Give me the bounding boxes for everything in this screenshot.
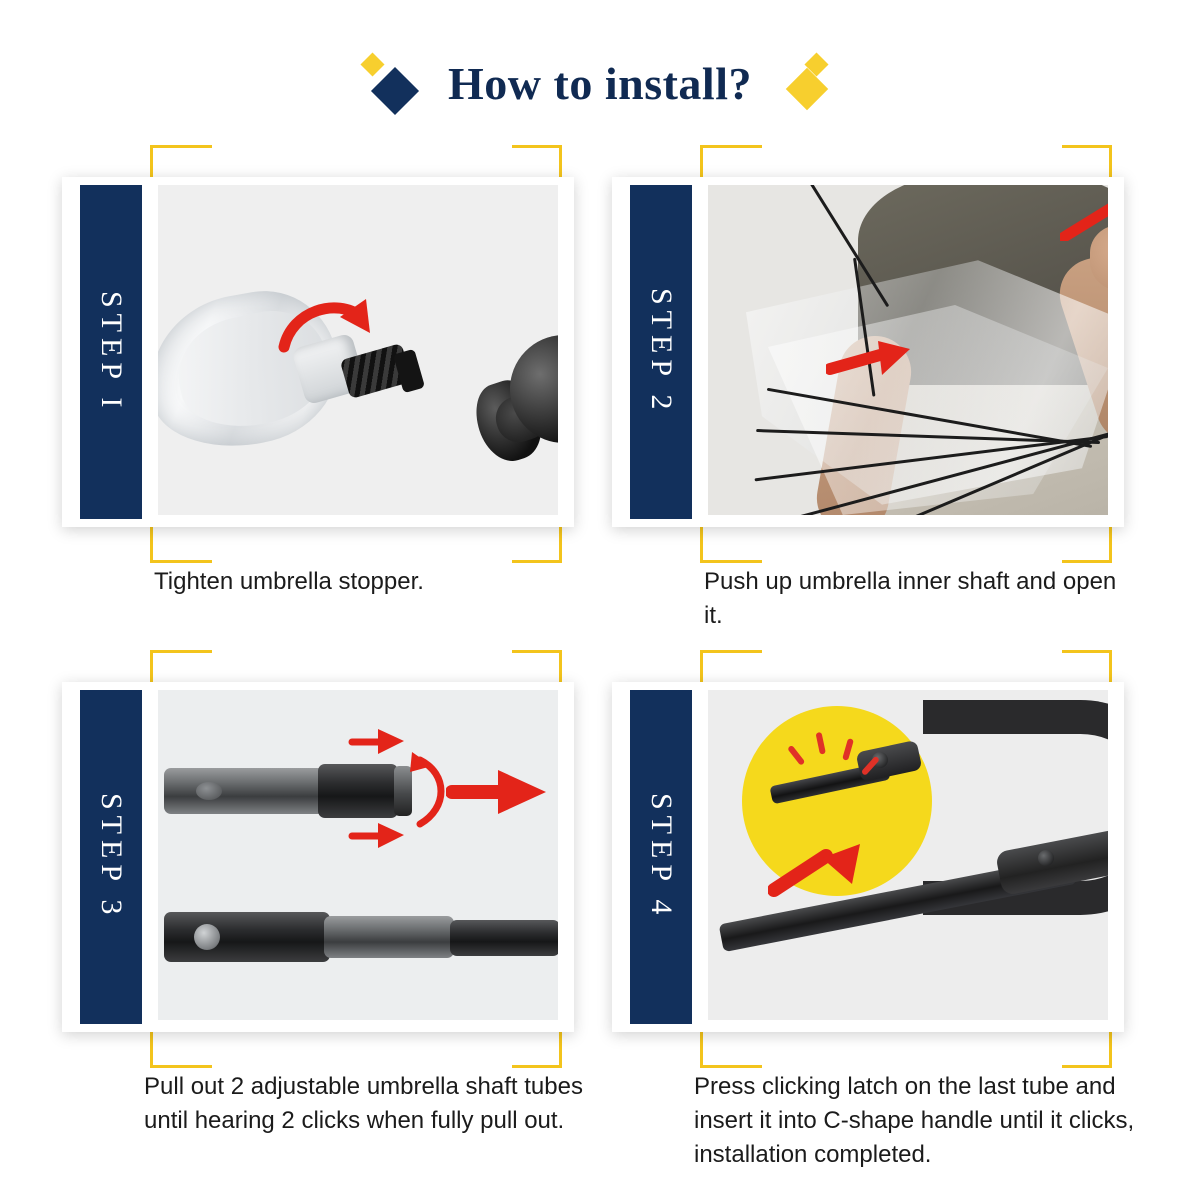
step-3-tab-label: STEP 3: [95, 793, 128, 921]
step-card-2: [612, 145, 1117, 629]
step-card-3: [62, 650, 583, 1134]
step-3-image: [158, 690, 558, 1020]
step-1-tab-label: STEP I: [95, 290, 128, 414]
step-1-image: [158, 185, 558, 515]
red-arrow-up-right-icon: [768, 840, 864, 898]
frame-mask: [212, 139, 512, 153]
frame-mask: [762, 139, 1062, 153]
diamond-decoration-right: [778, 54, 836, 112]
step-card-1: [62, 145, 562, 595]
yellow-diamond-icon: [360, 52, 384, 76]
step-3-caption: Pull out 2 adjustable umbrella shaft tubes until hearing 2 clicks when fully pull out.: [144, 1073, 583, 1134]
step-2-image: [708, 185, 1108, 515]
diamond-decoration-left: [364, 54, 422, 112]
step-4-tab: [630, 690, 692, 1024]
step-1-caption: Tighten umbrella stopper.: [154, 568, 424, 595]
step-2-tab-label: STEP 2: [645, 288, 678, 416]
red-rotate-arrow-icon: [278, 293, 370, 355]
frame-mask: [212, 644, 512, 658]
page-header: [0, 48, 1200, 118]
red-large-arrow-icon: [446, 768, 550, 816]
frame-mask: [762, 644, 1062, 658]
page-title: How to install?: [448, 57, 752, 109]
red-small-arrow-icon: [348, 822, 408, 848]
click-spark-icon: [792, 726, 866, 780]
red-arrow-right-icon: [826, 335, 912, 387]
step-3-tab: [80, 690, 142, 1024]
step-4-caption: Press clicking latch on the last tube and insert it into C-shape handle until it clicks, installation completed.: [694, 1073, 1135, 1168]
step-card-4: [612, 650, 1135, 1168]
yellow-diamond-large-icon: [786, 68, 828, 110]
step-2-caption: Push up umbrella inner shaft and open it.: [704, 568, 1117, 629]
step-1-tab: [80, 185, 142, 519]
red-arrow-up-icon: [1060, 193, 1108, 241]
red-small-arrow-icon: [348, 728, 408, 754]
step-4-tab-label: STEP 4: [645, 793, 678, 921]
step-4-image: [708, 690, 1108, 1020]
navy-diamond-icon: [371, 67, 419, 115]
step-2-tab: [630, 185, 692, 519]
